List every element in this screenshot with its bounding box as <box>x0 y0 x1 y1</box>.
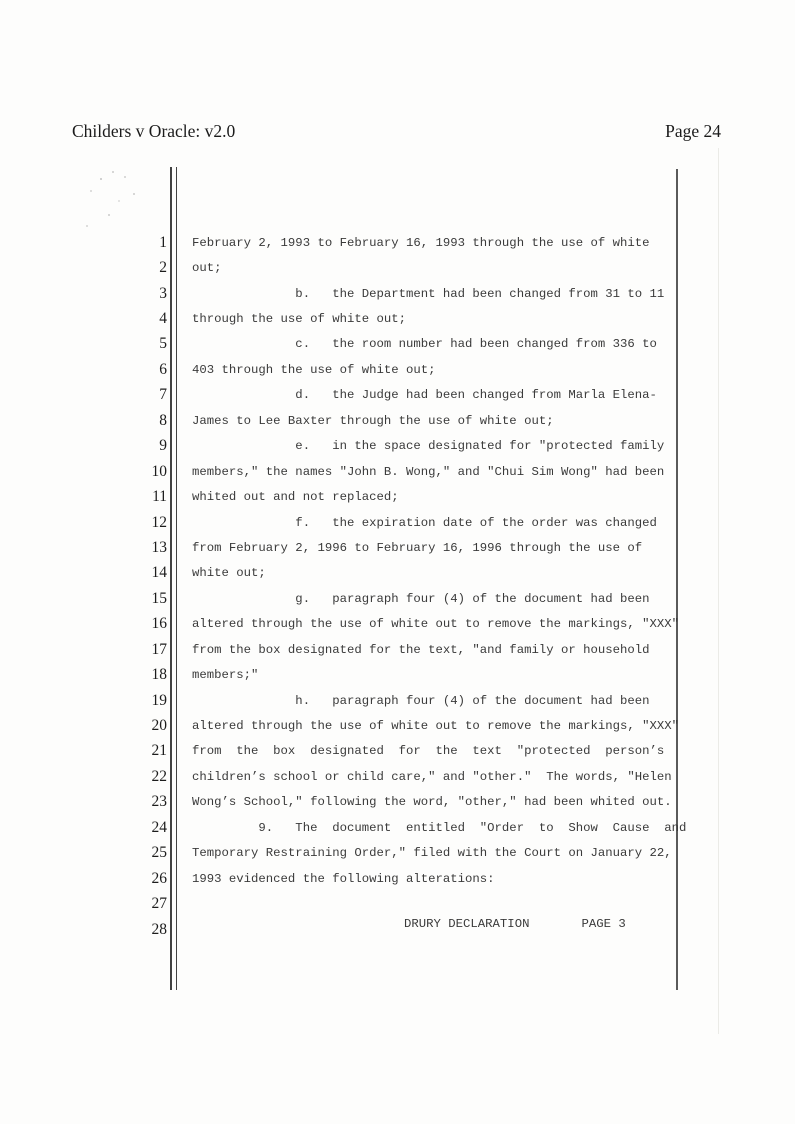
line-text: b. the Department had been changed from 31 to 11 <box>192 286 665 301</box>
line-text: through the use of white out; <box>192 312 407 327</box>
pleading-line <box>133 688 693 713</box>
line-number: 11 <box>152 488 167 506</box>
line-text: 403 through the use of white out; <box>192 362 436 377</box>
line-text: February 2, 1993 to February 16, 1993 through the use of white <box>192 235 650 250</box>
line-number: 3 <box>159 284 167 302</box>
line-text: altered through the use of white out to remove the markings, "XXX" <box>192 617 680 632</box>
line-number: 26 <box>151 869 167 887</box>
line-number: 4 <box>159 310 167 328</box>
line-text: from the box designated for the text, "and family or household <box>192 642 650 657</box>
line-text: g. paragraph four (4) of the document had been <box>192 591 650 606</box>
pleading-body <box>133 230 693 942</box>
pleading-line <box>133 306 693 331</box>
pleading-line <box>133 790 693 815</box>
pleading-line <box>133 637 693 662</box>
line-number: 12 <box>151 513 167 531</box>
line-text: from February 2, 1996 to February 16, 1996 through the use of <box>192 540 643 555</box>
line-number: 1 <box>159 233 167 251</box>
pleading-line <box>133 408 693 433</box>
line-number: 6 <box>159 360 167 378</box>
pleading-line <box>133 561 693 586</box>
line-number: 15 <box>151 589 167 607</box>
line-number: 22 <box>151 767 167 785</box>
line-text: 9. The document entitled "Order to Show Cause and <box>192 820 687 835</box>
page-edge-shadow <box>718 148 719 1034</box>
line-text: from the box designated for the text "protected person’s <box>192 744 665 759</box>
line-text: James to Lee Baxter through the use of white out; <box>192 413 554 428</box>
line-number: 10 <box>151 462 167 480</box>
line-number: 8 <box>159 411 167 429</box>
line-text: children’s school or child care," and "other." The words, "Helen <box>192 769 672 784</box>
line-number: 23 <box>151 793 167 811</box>
line-number: 27 <box>151 895 167 913</box>
line-number: 21 <box>151 742 167 760</box>
line-text: 1993 evidenced the following alterations: <box>192 871 495 886</box>
pleading-line <box>133 357 693 382</box>
line-number: 7 <box>159 386 167 404</box>
pleading-line <box>133 434 693 459</box>
pleading-line <box>133 739 693 764</box>
document-footer <box>404 917 626 931</box>
pleading-line <box>133 764 693 789</box>
pleading-line <box>133 484 693 509</box>
footer-page-label: PAGE 3 <box>581 917 626 931</box>
pleading-line <box>133 841 693 866</box>
pleading-line <box>133 281 693 306</box>
pleading-line <box>133 332 693 357</box>
line-number: 17 <box>151 640 167 658</box>
pleading-line <box>133 459 693 484</box>
line-text: altered through the use of white out to remove the markings, "XXX" <box>192 719 680 734</box>
line-text: white out; <box>192 566 266 581</box>
line-text: c. the room number had been changed from 336 to <box>192 337 657 352</box>
line-number: 20 <box>151 717 167 735</box>
line-number: 16 <box>151 615 167 633</box>
line-text: members," the names "John B. Wong," and "Chui Sim Wong" had been <box>192 464 665 479</box>
line-number: 2 <box>159 259 167 277</box>
pleading-line <box>133 815 693 840</box>
page-number: Page 24 <box>665 121 721 141</box>
line-number: 24 <box>151 818 167 836</box>
line-number: 18 <box>151 666 167 684</box>
line-text: h. paragraph four (4) of the document had been <box>192 693 650 708</box>
line-text: e. in the space designated for "protected family <box>192 439 665 454</box>
line-text: f. the expiration date of the order was changed <box>192 515 657 530</box>
line-number: 5 <box>159 335 167 353</box>
line-text: Wong’s School," following the word, "other," had been whited out. <box>192 795 672 810</box>
line-number: 19 <box>151 691 167 709</box>
pleading-line <box>133 510 693 535</box>
pleading-line <box>133 255 693 280</box>
pleading-line <box>133 713 693 738</box>
line-number: 25 <box>151 844 167 862</box>
pleading-line <box>133 891 693 916</box>
pleading-line <box>133 383 693 408</box>
footer-doc-label: DRURY DECLARATION <box>404 917 530 931</box>
line-text: out; <box>192 261 222 276</box>
page-header <box>72 121 721 142</box>
line-text: Temporary Restraining Order," filed with the Court on January 22, <box>192 846 672 861</box>
pleading-line <box>133 866 693 891</box>
pleading-line <box>133 230 693 255</box>
line-text: d. the Judge had been changed from Marla Elena- <box>192 388 657 403</box>
line-text: whited out and not replaced; <box>192 490 399 505</box>
line-text: members;" <box>192 668 259 683</box>
line-number: 9 <box>159 437 167 455</box>
scan-noise-specks <box>0 0 2 2</box>
pleading-line <box>133 586 693 611</box>
case-title: Childers v Oracle: v2.0 <box>72 121 236 141</box>
pleading-line <box>133 535 693 560</box>
line-number: 28 <box>151 920 167 938</box>
pleading-line <box>133 612 693 637</box>
pleading-line <box>133 662 693 687</box>
line-number: 13 <box>151 538 167 556</box>
line-number: 14 <box>151 564 167 582</box>
